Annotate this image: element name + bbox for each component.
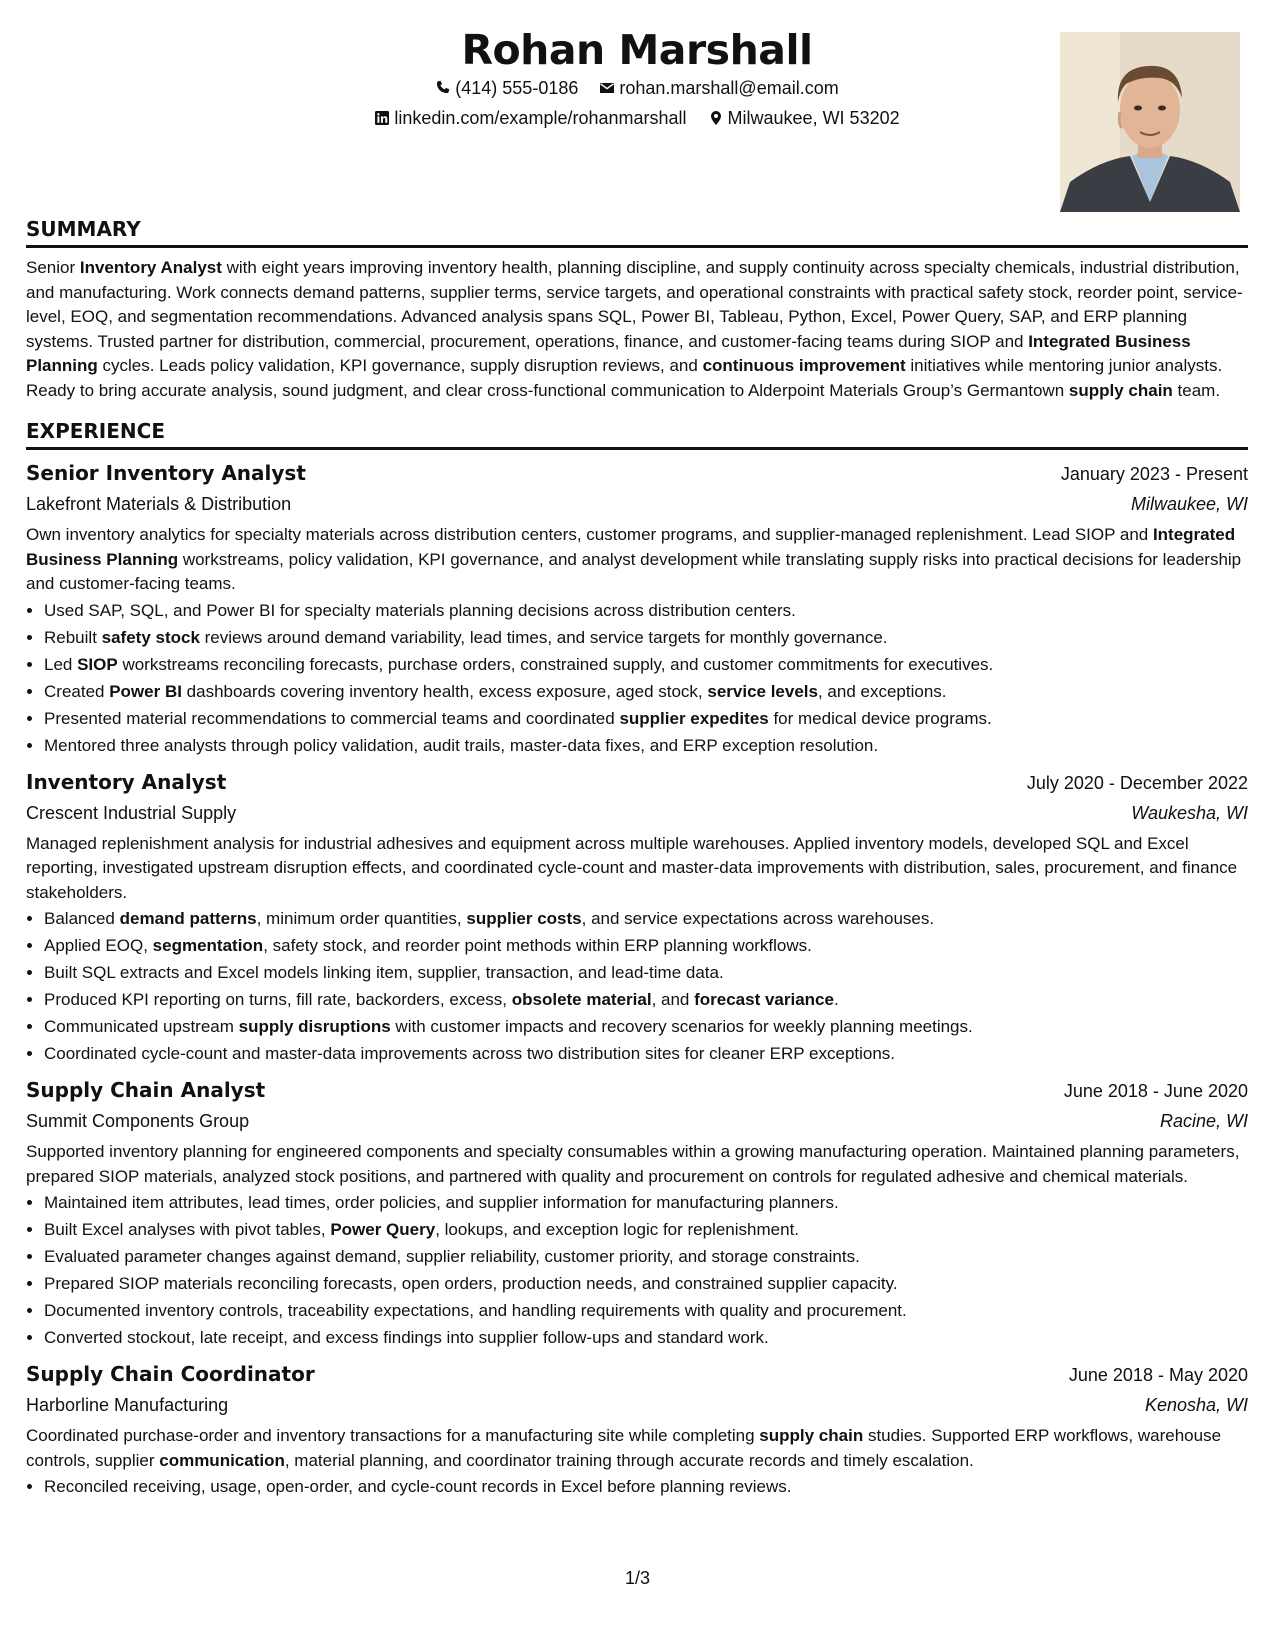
email-item[interactable] (599, 76, 838, 100)
page-number: 1/3 (624, 1568, 651, 1588)
job-title: Supply Chain Analyst (26, 1078, 266, 1102)
company-name: Harborline Manufacturing (26, 1395, 229, 1415)
bold-keyword: SIOP (77, 654, 118, 674)
bold-keyword: supplier expedites (619, 708, 769, 728)
job-dates: July 2020 - December 2022 (1026, 772, 1248, 793)
job-bullets (26, 1473, 1248, 1500)
bold-keyword: Integrated Business Planning (26, 331, 1191, 375)
bold-keyword: continuous improvement (702, 356, 906, 375)
phone-text: (414) 555-0186 (455, 78, 579, 98)
experience-section (26, 417, 1248, 1500)
location-item (708, 106, 900, 130)
bullet-item: • Prepared SIOP materials reconciling forecasts, open orders, production needs, and constrained supplier capacity. (44, 1270, 1248, 1297)
job-entry (26, 458, 1248, 759)
bullet-item: • Balanced demand patterns, minimum order quantities, supplier costs, and service expectations across warehouses. (44, 905, 1248, 932)
job-header (26, 767, 1248, 798)
bullet-item: • Reconciled receiving, usage, open-order, and cycle-count records in Excel before planning reviews. (44, 1473, 1248, 1500)
bullet-item: • Mentored three analysts through policy validation, audit trails, master-data fixes, and ERP exception resolution. (44, 732, 1248, 759)
experience-heading: EXPERIENCE (26, 417, 1248, 450)
job-bullets (26, 1189, 1248, 1351)
job-dates: January 2023 - Present (1060, 464, 1248, 484)
job-bullets (26, 597, 1248, 759)
job-list (26, 458, 1248, 1500)
job-location: Waukesha, WI (1131, 802, 1248, 823)
bold-keyword: Power Query (330, 1220, 436, 1239)
bullet-item: • Maintained item attributes, lead times, order policies, and supplier information for manufacturing planners. (44, 1189, 1248, 1216)
envelope-icon (599, 80, 615, 96)
bullet-item: • Presented material recommendations to commercial teams and coordinated supplier expedites for medical device programs. (44, 705, 1248, 732)
job-entry (26, 1075, 1248, 1351)
bold-keyword: supply chain (1068, 380, 1173, 400)
job-description: Managed replenishment analysis for industrial adhesives and equipment across multiple warehouses. Applied inventory models, developed SQL and Excel reporting, investigated upstream disruption effects, and coordinated cycle-count and master-data improvements with distribution, sales, procurement, and finance stakeholders. (26, 833, 1238, 902)
resume-page (26, 0, 1248, 1650)
bullet-item: • Evaluated parameter changes against demand, supplier reliability, customer priority, and storage constraints. (44, 1243, 1248, 1270)
bullet-item: • Produced KPI reporting on turns, fill rate, backorders, excess, obsolete material, and forecast variance. (44, 986, 1248, 1013)
job-header (26, 1075, 1248, 1106)
bold-keyword: communication (159, 1450, 285, 1470)
email-text[interactable]: rohan.marshall@email.com (619, 78, 839, 98)
linkedin-text[interactable]: linkedin.com/example/rohanmarshall (394, 108, 687, 128)
bullet-item: • Documented inventory controls, traceability expectations, and handling requirements with quality and procurement. (44, 1297, 1248, 1324)
bullet-item: • Built SQL extracts and Excel models linking item, supplier, transaction, and lead-time data. (44, 959, 1248, 986)
job-entry (26, 767, 1248, 1068)
summary-section (26, 215, 1248, 403)
bold-keyword: forecast variance (694, 990, 834, 1009)
job-entry (26, 1359, 1248, 1500)
job-subheader (26, 489, 1248, 519)
bullet-item: • Communicated upstream supply disruptions with customer impacts and recovery scenarios for weekly planning meetings. (44, 1013, 1248, 1040)
bold-keyword: supply chain (759, 1426, 864, 1445)
bold-keyword: Integrated Business Planning (26, 525, 1236, 569)
job-subheader (26, 798, 1248, 828)
location-text: Milwaukee, WI 53202 (727, 108, 900, 128)
job-location: Racine, WI (1159, 1111, 1248, 1131)
job-location: Milwaukee, WI (1130, 494, 1248, 514)
job-description: Own inventory analytics for specialty materials across distribution centers, customer programs, and supplier-managed replenishment. Lead SIOP and Integrated Business Planning workstreams, policy validation, KPI governance, and analyst development while translating supply risks into practical decisions for leadership and customer-facing teams. (26, 525, 1242, 593)
phone-icon (435, 80, 451, 96)
job-dates: June 2018 - June 2020 (1063, 1081, 1248, 1101)
bullet-item: • Built Excel analyses with pivot tables, Power Query, lookups, and exception logic for replenishment. (44, 1216, 1248, 1243)
bold-keyword: segmentation (152, 936, 264, 955)
bullet-item: • Used SAP, SQL, and Power BI for specialty materials planning decisions across distribution centers. (44, 597, 1248, 624)
job-description: Supported inventory planning for engineered components and specialty consumables within a growing manufacturing operation. Maintained planning parameters, prepared SIOP materials, analyzed stock positions, and partnered with quality and procurement on controls for regulated adhesive and chemical materials. (26, 1142, 1240, 1186)
candidate-name: Rohan Marshall (461, 26, 813, 74)
summary-heading: SUMMARY (26, 215, 1248, 248)
phone-item (435, 76, 578, 100)
bold-keyword: demand patterns (119, 909, 257, 928)
map-pin-icon (708, 110, 724, 126)
company-name: Lakefront Materials & Distribution (26, 494, 292, 514)
bullet-item: • Applied EOQ, segmentation, safety stock, and reorder point methods within ERP planning workflows. (44, 932, 1248, 959)
job-subheader (26, 1390, 1248, 1420)
summary-text: Senior Inventory Analyst with eight years improving inventory health, planning discipline, and supply continuity across specialty chemicals, industrial distribution, and manufacturing. Work connects demand patterns, supplier terms, service targets, and operational constraints with practical safety stock, reorder point, service-level, EOQ, and segmentation recommendations. Advanced analysis spans SQL, Power BI, Tableau, Python, Excel, Power Query, SAP, and ERP planning systems. Trusted partner for distribution, commercial, procurement, operations, finance, and customer-facing teams during SIOP and Integrated Business Planning cycles. Leads policy validation, KPI governance, supply disruption reviews, and continuous improvement initiatives while mentoring junior analysts. Ready to bring accurate analysis, sound judgment, and clear cross-functional communication to Alderpoint Materials Group’s Germantown supply chain team. (26, 258, 1243, 400)
job-dates: June 2018 - May 2020 (1068, 1365, 1248, 1385)
bold-keyword: supply disruptions (238, 1017, 391, 1036)
job-header (26, 458, 1248, 489)
job-title: Senior Inventory Analyst (26, 461, 306, 485)
job-subheader (26, 1106, 1248, 1136)
linkedin-icon (374, 110, 390, 126)
bullet-item: • Created Power BI dashboards covering inventory health, excess exposure, aged stock, service levels, and exceptions. (44, 678, 1248, 705)
resume-header (26, 0, 1248, 215)
profile-photo (1060, 32, 1240, 212)
company-name: Crescent Industrial Supply (26, 802, 237, 823)
bold-keyword: Power BI (109, 681, 182, 701)
bullet-item: • Rebuilt safety stock reviews around demand variability, lead times, and service targets for monthly governance. (44, 624, 1248, 651)
bullet-item: • Led SIOP workstreams reconciling forecasts, purchase orders, constrained supply, and customer commitments for executives. (44, 651, 1248, 678)
bold-keyword: obsolete material (511, 990, 652, 1009)
bold-keyword: safety stock (101, 627, 200, 647)
job-title: Inventory Analyst (26, 769, 227, 794)
bold-keyword: supplier costs (466, 909, 582, 928)
bullet-item: • Converted stockout, late receipt, and excess findings into supplier follow-ups and standard work. (44, 1324, 1248, 1351)
linkedin-item[interactable] (374, 106, 686, 130)
job-header (26, 1359, 1248, 1390)
company-name: Summit Components Group (26, 1111, 250, 1131)
job-location: Kenosha, WI (1144, 1395, 1248, 1415)
job-title: Supply Chain Coordinator (26, 1362, 315, 1386)
job-bullets (26, 905, 1248, 1067)
bold-keyword: service levels (707, 681, 818, 701)
bullet-item: • Coordinated cycle-count and master-data improvements across two distribution sites for cleaner ERP exceptions. (44, 1040, 1248, 1067)
job-description: Coordinated purchase-order and inventory transactions for a manufacturing site while completing supply chain studies. Supported ERP workflows, warehouse controls, supplier communication, material planning, and coordinator training through accurate records and timely escalation. (26, 1426, 1222, 1470)
bold-keyword: Inventory Analyst (79, 258, 222, 277)
